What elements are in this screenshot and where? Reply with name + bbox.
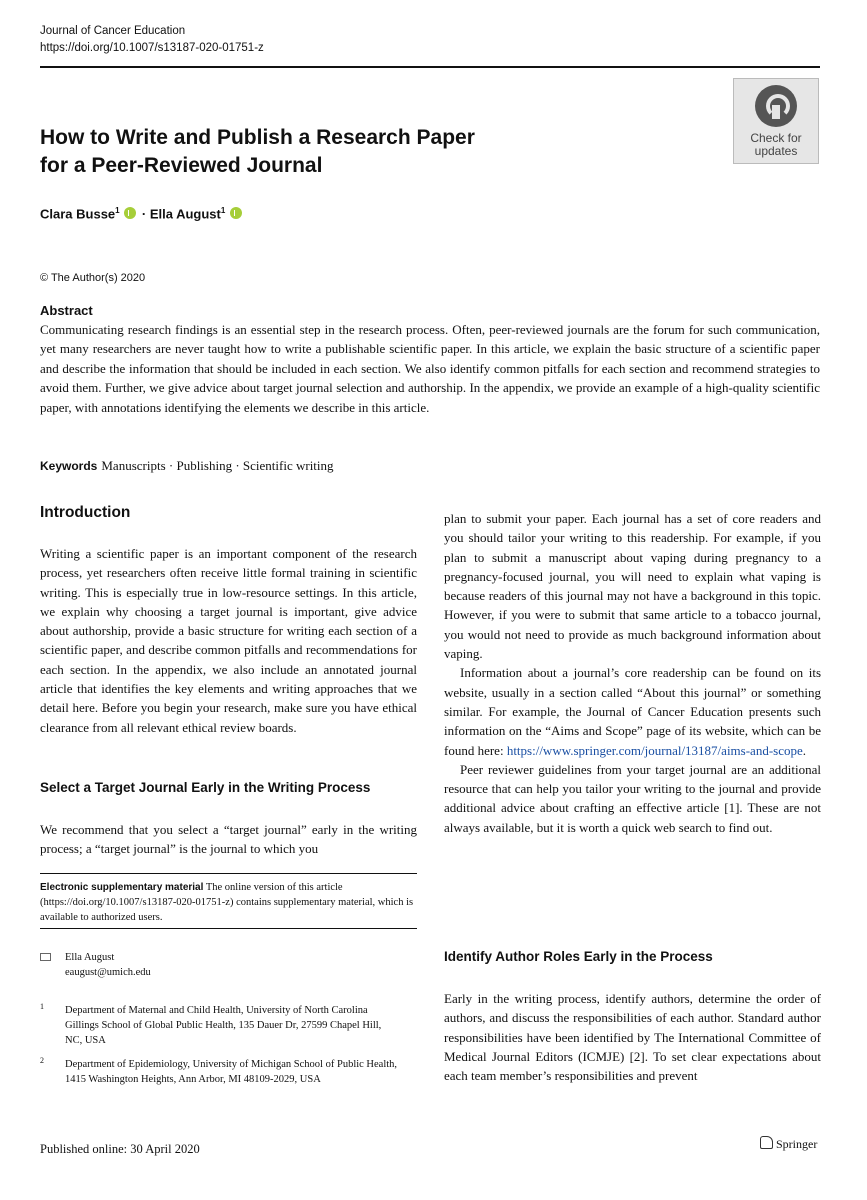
section-heading-target-journal: Select a Target Journal Early in the Writing Process	[40, 780, 371, 795]
check-updates-label-2: updates	[754, 144, 798, 158]
contact-email[interactable]: eaugust@umich.edu	[65, 967, 151, 978]
paragraph-text: Information about a journal’s core readership can be found on its website, usually in a section called “About this journal” or something similar. For example, the Journal of Cancer Education presents such information on the “Aims and Scope” page of its website, which can be found here:	[444, 665, 821, 758]
abstract-text: Communicating research findings is an essential step in the research process. Often, peer-reviewed journals are the forum for such communication, yet many researchers are never taught how to write a publishable scientific paper. In this article, we explain the basic structure of a scientific paper and describe the information that should be included in each section. We also identify common pitfalls for each section and recommend strategies to avoid them. Further, we give advice about target journal selection and authorship. In the appendix, we provide an example of a high-quality scientific paper, with annotations identifying the elements we describe in this article.	[40, 322, 820, 415]
header-divider	[40, 66, 820, 68]
contact-name: Ella August	[65, 952, 115, 963]
esm-text: The online version of this article (https://doi.org/10.1007/s13187-020-01751-z) contains supplementary material, which is available to authorized users.	[40, 882, 414, 923]
crossmark-icon	[755, 85, 797, 127]
paragraph-end: .	[802, 742, 807, 758]
section-heading-author-roles: Identify Author Roles Early in the Process	[444, 949, 713, 964]
supplementary-material-note	[40, 880, 417, 925]
author-roles-text: Early in the writing process, identify authors, determine the order of authors, and discuss the responsibilities of each author. Standard author responsibilities have been identified by The International Committee of Medical Journal Editors (ICMJE) [2]. To set clear expectations about each team member’s responsibilities and prevent	[444, 991, 821, 1084]
paragraph	[444, 663, 821, 759]
copyright-notice: © The Author(s) 2020	[40, 272, 146, 284]
affiliation-text: Department of Epidemiology, University of Michigan School of Public Health, 1415 Washington Heights, Ann Arbor, MI 48109-2029, USA	[65, 1059, 398, 1085]
check-updates-label-1: Check for	[750, 131, 802, 145]
author-separator: ·	[141, 206, 147, 222]
affiliation-number: 2	[40, 1056, 44, 1065]
section-heading-introduction: Introduction	[40, 504, 131, 521]
keywords	[40, 458, 334, 474]
author-list	[40, 206, 244, 221]
paragraph: plan to submit your paper. Each journal has a set of core readers and you should tailor your writing to this readership. For example, if you plan to submit a manuscript about vaping during pregnancy to a pregnancy-focused journal, you will need to explain what vaping is because readers of this journal may not have a background in this topic. However, if you were to submit that same article to a tobacco journal, you would not need to provide as much background information about vaping.	[444, 511, 821, 662]
affiliation-number: 1	[40, 1002, 44, 1011]
publisher-logo	[760, 1136, 817, 1152]
affiliation-marker: 1	[115, 206, 120, 215]
keywords-label: Keywords	[40, 459, 98, 473]
affiliation-text: Department of Maternal and Child Health, University of North Carolina Gillings School of Global Public Health, 135 Dauer Dr, 27599 Chapel Hill, NC, USA	[65, 1005, 382, 1046]
affiliation-marker: 1	[220, 206, 226, 215]
publisher-name: Springer	[776, 1137, 818, 1151]
affiliation	[40, 1057, 400, 1087]
envelope-icon	[40, 953, 51, 961]
author-name[interactable]: Ella August	[149, 206, 221, 222]
author-name[interactable]: Clara Busse	[40, 206, 116, 222]
journal-name: Journal of Cancer Education	[40, 25, 186, 37]
footnote-divider	[40, 928, 417, 929]
affiliation	[40, 1003, 400, 1048]
esm-label: Electronic supplementary material	[40, 882, 204, 893]
orcid-icon[interactable]	[230, 207, 242, 219]
title-line-1: How to Write and Publish a Research Paper	[40, 126, 475, 149]
introduction-text: Writing a scientific paper is an important component of the research process, yet researchers often receive little formal training in scientific writing. This is especially true in low-resource settings. In this article, we explain why choosing a target journal is important, give advice about authorship, provide a basic structure for writing each section of a scientific paper, and describe common pitfalls and recommendations for each section. In the appendix, we also include an annotated journal article that identifies the key elements and writing approaches that we detail here. Before you begin your research, make sure you have ethical clearance from all relevant ethical review boards.	[40, 546, 417, 735]
abstract-heading: Abstract	[40, 303, 93, 318]
corresponding-author	[40, 950, 151, 980]
orcid-icon[interactable]	[124, 207, 136, 219]
check-for-updates-button[interactable]	[733, 78, 819, 164]
journal-doi[interactable]: https://doi.org/10.1007/s13187-020-01751-z	[40, 42, 264, 54]
paragraph: Peer reviewer guidelines from your target journal are an additional resource that can help you tailor your writing to the journal and provide additional advice about crafting an effective article [1]. These are not always available, but it is worth a quick web search to find out.	[444, 761, 821, 835]
footnote-divider	[40, 873, 417, 874]
right-column-text	[444, 509, 821, 837]
title-line-2: for a Peer-Reviewed Journal	[40, 154, 323, 177]
paper-title	[40, 124, 560, 180]
target-journal-text: We recommend that you select a “target journal” early in the writing process; a “target journal” is the journal to which you	[40, 822, 417, 857]
keywords-list: Manuscripts · Publishing · Scientific writing	[101, 458, 334, 473]
publication-date: Published online: 30 April 2020	[40, 1142, 200, 1156]
aims-scope-link[interactable]: https://www.springer.com/journal/13187/aims-and-scope	[506, 742, 803, 758]
springer-horse-icon	[760, 1136, 773, 1149]
